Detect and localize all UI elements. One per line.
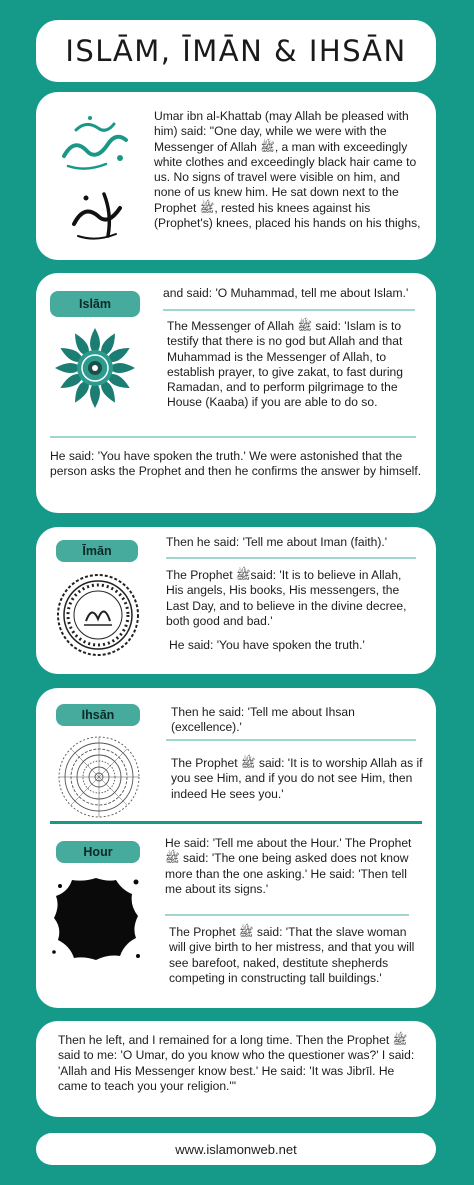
islam-answer-rule (50, 436, 416, 438)
islam-label: Islām (50, 291, 140, 317)
ihsan-answer: The Prophet ﷺ said: 'It is to worship Allah as if you see Him, and if you do not see Him, then indeed He sees you.' (171, 756, 423, 801)
intro-card (36, 92, 436, 260)
iman-answer: The Prophet ﷺsaid: 'It is to believe in Allah, His angels, His books, His messengers, the Last Day, and to believe in the divine decree, both good and bad.' (166, 568, 407, 628)
title-card (36, 20, 436, 82)
islam-question-rule (163, 309, 415, 311)
hour-question: He said: 'Tell me about the Hour.' The Prophet ﷺ said: 'The one being asked does not know more than the one asking.' He said: 'Then tell me about its signs.' (165, 836, 412, 896)
islam-question: and said: 'O Muhammad, tell me about Islam.' (163, 286, 409, 300)
closing-text: Then he left, and I remained for a long time. Then the Prophet ﷺ said to me: 'O Umar, do you know who the questioner was?' I said: 'Allah and His Messenger know best.' He said: 'It was Jibrīl. He came to teach you your religion.'" (58, 1033, 415, 1093)
calligraphy-muhammad-icon (56, 110, 134, 174)
ihsan-question: Then he said: 'Tell me about Ihsan (excellence).' (171, 705, 355, 735)
iman-question-rule (166, 557, 416, 559)
iman-label: Īmān (56, 540, 138, 562)
page-title: ISLĀM, ĪMĀN & IHSĀN (65, 34, 407, 68)
islam-answer: The Messenger of Allah ﷺ said: 'Islam is to testify that there is no god but Allah and that Muhammad is the Messenger of Allah, to establish prayer, to give zakat, to fast during Ramadan, and to perform pilgrimage to the House (Kaaba) if you are able to do so. (167, 319, 403, 410)
hour-answer: The Prophet ﷺ said: 'That the slave woman will give birth to her mistress, and that you will see barefoot, naked, destitute shepherds competing in constructing tall buildings.' (169, 925, 415, 985)
iman-response: He said: 'You have spoken the truth.' (169, 638, 365, 652)
islam-response: He said: 'You have spoken the truth.' We were astonished that the person asks the Prophet and then he confirms the answer by himself. (50, 449, 422, 479)
footer-card (36, 1133, 436, 1165)
footer-url[interactable]: www.islamonweb.net (175, 1141, 297, 1157)
mandala-icon (52, 325, 138, 411)
black-ink-splash-icon (50, 872, 142, 964)
intro-text: Umar ibn al-Khattab (may Allah be pleased with him) said: "One day, while we were with the Messenger of Allah ﷺ, a man with exceedingly white clothes and exceedingly black hair came to us. No signs of travel were visible on him, and none of us knew him. He sat down next to the Prophet ﷺ, rested his knees against his (Prophet's) knees, placed his hands on his thighs, (154, 109, 421, 231)
calligraphy-umar-icon (64, 184, 134, 246)
ihsan-hour-card (36, 688, 436, 1008)
mandala-allah-icon (56, 573, 140, 657)
closing-card (36, 1021, 436, 1117)
iman-card (36, 527, 436, 674)
ihsan-label: Ihsān (56, 704, 140, 726)
ihsan-question-rule (166, 739, 416, 741)
hour-question-rule (165, 914, 409, 916)
iman-question: Then he said: 'Tell me about Iman (faith).' (166, 535, 388, 549)
islam-card (36, 273, 436, 513)
ihsan-hour-divider (50, 821, 422, 824)
mandala-lace-icon (56, 734, 142, 820)
hour-label: Hour (56, 841, 140, 863)
